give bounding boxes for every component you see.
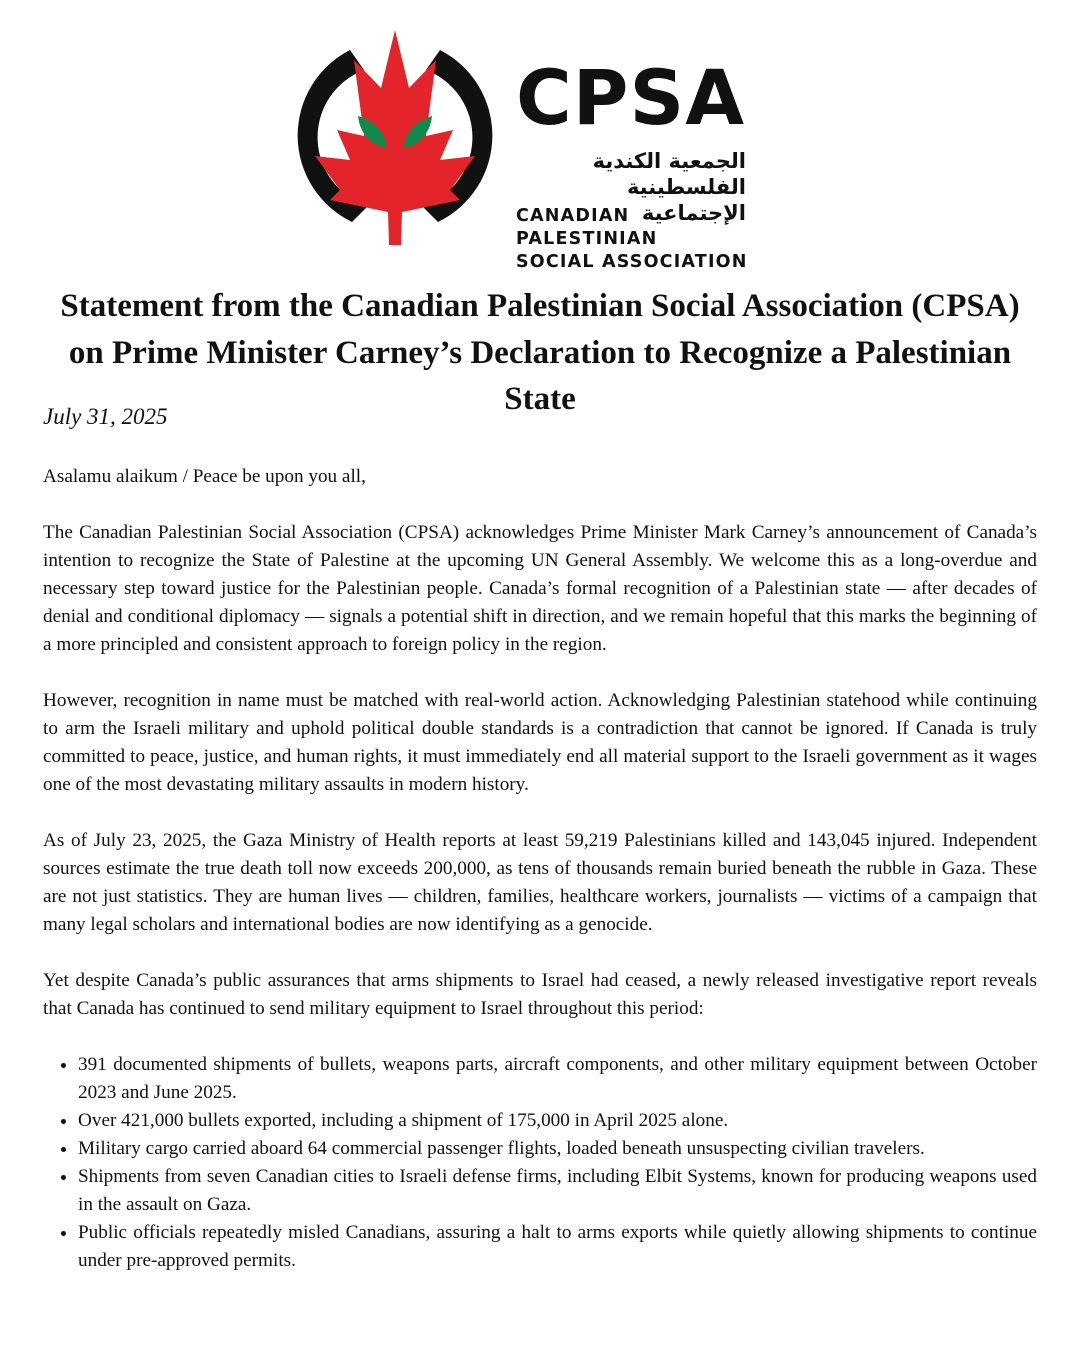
list-item: • 391 documented shipments of bullets, weapons parts, aircraft components, and other military equipment between October 2023 and June 2025. [78,1051,1037,1107]
list-item: • Public officials repeatedly misled Canadians, assuring a halt to arms exports while quietly allowing shipments to continue under pre-approved permits. [78,1219,1037,1275]
logo-english-line-2: SOCIAL ASSOCIATION [516,252,748,272]
cpsa-logo [290,30,760,272]
statement-date: July 31, 2025 [43,404,168,429]
paragraph-recognition: The Canadian Palestinian Social Association (CPSA) acknowledges Prime Minister Mark Carney’s announcement of Canada’s intention to recognize the State of Palestine at the upcoming UN General Assembly. We welcome this as a long-overdue and necessary step toward justice for the Palestinian people. Canada’s formal recognition of a Palestinian state — after decades of denial and conditional diplomacy — signals a potential shift in direction, and we remain hopeful that this marks the beginning of a more principled and consistent approach to foreign policy in the region. [43,522,1037,655]
logo-arabic-line-1: الجمعية الكندية [592,149,746,173]
paragraph-arms-shipments: Yet despite Canada’s public assurances that arms shipments to Israel had ceased, a newly released investigative report reveals that Canada has continued to send military equipment to Israel throughout this period: [43,970,1037,1019]
list-item: • Over 421,000 bullets exported, including a shipment of 175,000 in April 2025 alone. [78,1107,1037,1135]
findings-list [43,1051,1037,1275]
list-item: • Military cargo carried aboard 64 commercial passenger flights, loaded beneath unsuspecting civilian travelers. [78,1135,1037,1163]
statement-title: Statement from the Canadian Palestinian Social Association (CPSA) on Prime Minister Carney’s Declaration to Recognize a Palestinian State [60,288,1020,417]
list-item: • Shipments from seven Canadian cities to Israeli defense firms, including Elbit Systems, known for producing weapons used in the assault on Gaza. [78,1163,1037,1219]
statement-body [43,463,1037,1275]
maple-leaf-emblem-icon [290,30,500,245]
greeting: Asalamu alaikum / Peace be upon you all, [43,466,366,487]
logo-acronym: CPSA [516,53,746,142]
paragraph-casualties: As of July 23, 2025, the Gaza Ministry of Health reports at least 59,219 Palestinians killed and 143,045 injured. Independent sources estimate the true death toll now exceeds 200,000, as tens of thousands remain buried beneath the rubble in Gaza. These are not just statistics. They are human lives — children, families, healthcare workers, journalists — victims of a campaign that many legal scholars and international bodies are now identifying as a genocide. [43,830,1037,935]
paragraph-action: However, recognition in name must be matched with real-world action. Acknowledging Palestinian statehood while continuing to arm the Israeli military and uphold political double standards is a contradiction that cannot be ignored. If Canada is truly committed to peace, justice, and human rights, it must immediately end all material support to the Israeli government as it wages one of the most devastating military assaults in modern history. [43,690,1037,795]
logo-english-line-1: CANADIAN PALESTINIAN [516,206,658,249]
logo-english-name [516,205,760,274]
logo-arabic-line-2: الفلسطينية الإجتماعية [626,175,746,225]
